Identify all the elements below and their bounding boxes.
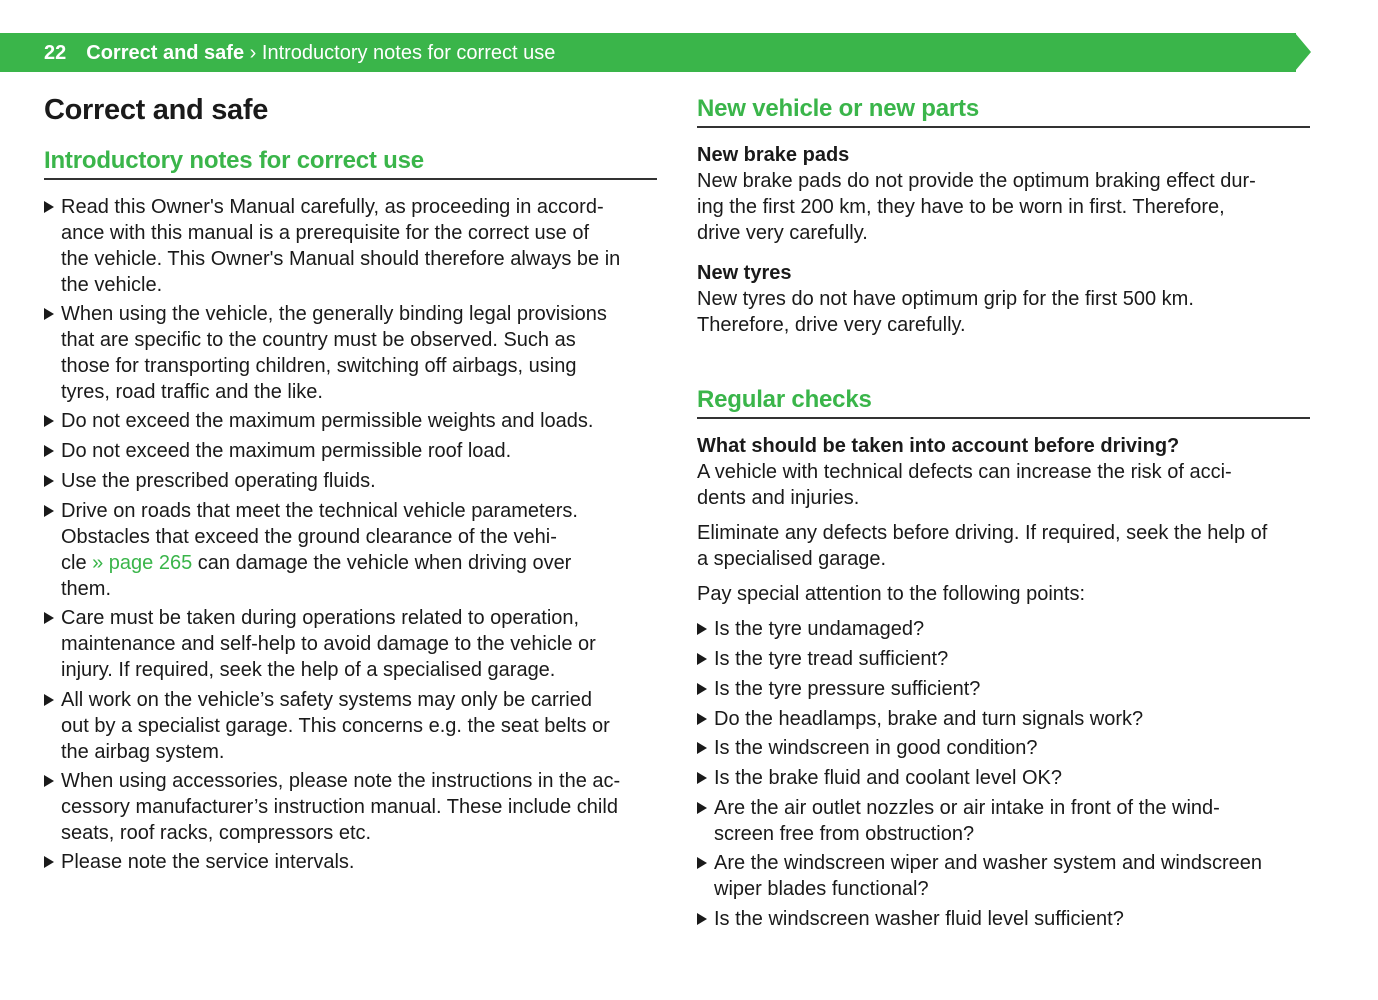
list-item-line: ance with this manual is a prerequisite for the correct use of	[61, 222, 590, 244]
paragraph-line: drive very carefully.	[697, 222, 868, 244]
check-item: screen free from obstruction?	[714, 823, 975, 845]
bullet-icon	[697, 683, 707, 695]
bullet-icon	[44, 775, 54, 787]
check-item: Is the windscreen washer fluid level sufficient?	[714, 908, 1124, 930]
paragraph-line: ing the first 200 km, they have to be worn in first. Therefore,	[697, 196, 1225, 218]
paragraph-line: New brake pads do not provide the optimum braking effect dur-	[697, 170, 1256, 192]
check-item: Do the headlamps, brake and turn signals work?	[714, 708, 1144, 730]
bullet-icon	[697, 772, 707, 784]
list-item-line: those for transporting children, switching off airbags, using	[61, 355, 577, 377]
breadcrumb-separator: ›	[249, 42, 257, 64]
section-heading-regular-checks: Regular checks	[697, 386, 872, 413]
list-item-line: out by a specialist garage. This concerns e.g. the seat belts or	[61, 715, 610, 737]
list-item-line: Please note the service intervals.	[61, 851, 355, 873]
paragraph-line: a specialised garage.	[697, 548, 887, 570]
page-title: Correct and safe	[44, 94, 269, 126]
subheading-brake-pads: New brake pads	[697, 144, 850, 166]
check-item: Are the air outlet nozzles or air intake in front of the wind-	[714, 797, 1220, 819]
list-item-line: the airbag system.	[61, 741, 225, 763]
bullet-icon	[44, 505, 54, 517]
page-number: 22	[44, 42, 67, 64]
check-item: Is the tyre tread sufficient?	[714, 648, 949, 670]
check-item: Is the windscreen in good condition?	[714, 737, 1038, 759]
bullet-icon	[44, 475, 54, 487]
list-item-line	[61, 550, 571, 576]
list-item-line: Obstacles that exceed the ground clearance of the vehi-	[61, 526, 557, 548]
paragraph-line: Pay special attention to the following points:	[697, 583, 1086, 605]
subheading-tyres: New tyres	[697, 262, 792, 284]
list-item-line: maintenance and self-help to avoid damage to the vehicle or	[61, 633, 596, 655]
check-item: Are the windscreen wiper and washer system and windscreen	[714, 852, 1263, 874]
check-item: Is the tyre pressure sufficient?	[714, 678, 981, 700]
list-item-line: Read this Owner's Manual carefully, as proceeding in accord-	[61, 196, 604, 218]
list-item-line: the vehicle.	[61, 274, 163, 296]
list-item-line: Do not exceed the maximum permissible roof load.	[61, 440, 512, 462]
list-item-line: tyres, road traffic and the like.	[61, 381, 323, 403]
check-item: Is the tyre undamaged?	[714, 618, 925, 640]
bullet-icon	[697, 623, 707, 635]
breadcrumb	[44, 41, 555, 65]
list-item-line: Drive on roads that meet the technical vehicle parameters.	[61, 500, 578, 522]
list-item-line: injury. If required, seek the help of a specialised garage.	[61, 659, 556, 681]
section-divider	[44, 178, 657, 180]
bullet-icon	[697, 713, 707, 725]
list-item-line: that are specific to the country must be observed. Such as	[61, 329, 576, 351]
list-item-line: When using accessories, please note the instructions in the ac-	[61, 770, 621, 792]
list-item-line: All work on the vehicle’s safety systems may only be carried	[61, 689, 592, 711]
section-divider	[697, 126, 1310, 128]
bullet-icon	[44, 694, 54, 706]
bullet-icon	[44, 612, 54, 624]
check-item: wiper blades functional?	[714, 878, 929, 900]
paragraph-line: New tyres do not have optimum grip for the first 500 km.	[697, 288, 1194, 310]
bullet-icon	[44, 415, 54, 427]
list-item-line: When using the vehicle, the generally binding legal provisions	[61, 303, 607, 325]
section-heading-intro: Introductory notes for correct use	[44, 147, 424, 174]
list-item-line: Care must be taken during operations related to operation,	[61, 607, 580, 629]
bullet-icon	[697, 802, 707, 814]
bullet-icon	[44, 308, 54, 320]
paragraph-line: Therefore, drive very carefully.	[697, 314, 966, 336]
paragraph-line: Eliminate any defects before driving. If required, seek the help of	[697, 522, 1268, 544]
paragraph-line: dents and injuries.	[697, 487, 860, 509]
bullet-icon	[44, 201, 54, 213]
list-item-line: cessory manufacturer’s instruction manual. These include child	[61, 796, 618, 818]
paragraph-line: A vehicle with technical defects can increase the risk of acci-	[697, 461, 1232, 483]
breadcrumb-chapter[interactable]: Correct and safe	[86, 42, 245, 64]
list-item-line: the vehicle. This Owner's Manual should therefore always be in	[61, 248, 621, 270]
bullet-icon	[697, 857, 707, 869]
check-item: Is the brake fluid and coolant level OK?	[714, 767, 1062, 789]
breadcrumb-section: Introductory notes for correct use	[261, 42, 556, 64]
page-link[interactable]: » page 265	[92, 552, 193, 574]
section-divider	[697, 417, 1310, 419]
header-arrow-icon	[1295, 33, 1311, 71]
bullet-icon	[697, 913, 707, 925]
bullet-icon	[44, 856, 54, 868]
text-fragment: cle	[61, 552, 93, 574]
section-heading-new-parts: New vehicle or new parts	[697, 95, 979, 122]
bullet-icon	[697, 742, 707, 754]
subheading-before-driving: What should be taken into account before driving?	[697, 435, 1180, 457]
list-item-line: Do not exceed the maximum permissible weights and loads.	[61, 410, 594, 432]
text-fragment: can damage the vehicle when driving over	[192, 552, 572, 574]
bullet-icon	[44, 445, 54, 457]
list-item-line: seats, roof racks, compressors etc.	[61, 822, 372, 844]
list-item-line: them.	[61, 578, 112, 600]
bullet-icon	[697, 653, 707, 665]
list-item-line: Use the prescribed operating fluids.	[61, 470, 376, 492]
